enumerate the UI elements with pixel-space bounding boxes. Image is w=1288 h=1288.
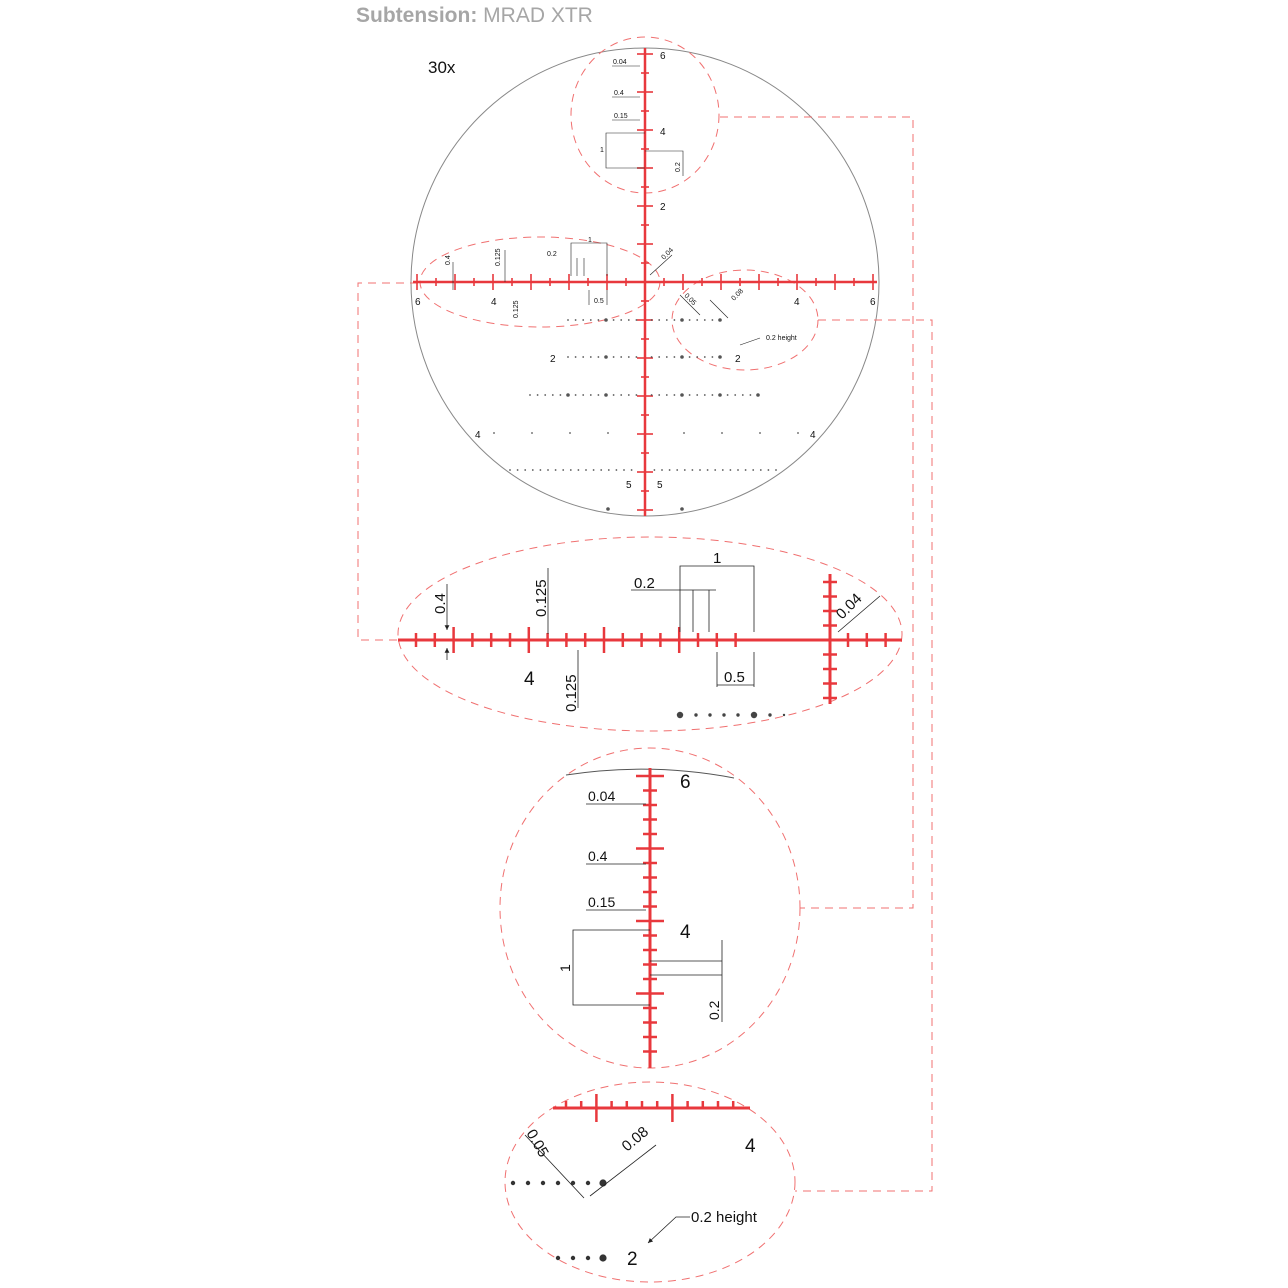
holdover-dot: [529, 394, 531, 396]
holdover-dot: [578, 469, 580, 471]
holdover-dot: [575, 394, 577, 396]
detail-v-dim-1: 1: [557, 964, 573, 972]
holdover-dot: [666, 356, 668, 358]
holdover-dot: [613, 319, 615, 321]
holdover-dot: [689, 356, 691, 358]
holdover-dot: [544, 394, 546, 396]
holdover-dot: [585, 469, 587, 471]
detail-dots-dot: [586, 1181, 590, 1185]
holdover-dot: [636, 356, 638, 358]
holdover-dot: [669, 469, 671, 471]
detail-v-dim-015: 0.15: [588, 894, 616, 910]
holdover-dot: [674, 319, 676, 321]
detail-v-num-6: 6: [680, 772, 691, 793]
detail-dots-num-2: 2: [627, 1249, 638, 1270]
holdover-dot: [689, 394, 691, 396]
connector-top: [720, 117, 913, 908]
holdover-dot: [680, 507, 684, 511]
detail-h-dot: [751, 712, 757, 718]
detail-h-dim-0125-b: 0.125: [563, 674, 580, 712]
main-v-4: 4: [660, 127, 666, 138]
detail-v-dim-04: 0.4: [588, 848, 608, 864]
holdover-dot: [598, 356, 600, 358]
detail-h-dim-0125-a: 0.125: [533, 579, 550, 617]
main-dim-008: 0.08: [730, 287, 746, 303]
holdover-dot: [696, 356, 698, 358]
main-dim-1-h: 1: [588, 237, 592, 244]
holdover-dot: [575, 319, 577, 321]
holdover-dot: [620, 319, 622, 321]
holdover-dot: [666, 394, 668, 396]
detail-dots-dot: [556, 1256, 560, 1260]
detail-dots-dot: [541, 1181, 545, 1185]
holdover-dot: [658, 394, 660, 396]
main-h-4-right: 4: [794, 297, 800, 308]
holdover-dot: [768, 469, 770, 471]
holdover-dot: [582, 394, 584, 396]
holdover-dot: [699, 469, 701, 471]
detail-h-dot: [677, 712, 683, 718]
holdover-dot: [524, 469, 526, 471]
holdover-dot: [718, 393, 722, 397]
holdover-dot: [604, 355, 608, 359]
holdover-dot: [722, 469, 724, 471]
detail-dots-dot: [526, 1181, 530, 1185]
connector-left: [358, 283, 418, 640]
holdover-dot: [674, 356, 676, 358]
holdover-dot: [683, 432, 685, 434]
holdover-dot: [582, 319, 584, 321]
main-reticle: [413, 48, 877, 516]
holdover-dot: [676, 469, 678, 471]
holdover-dot: [547, 469, 549, 471]
holdover-dot: [707, 469, 709, 471]
detail-h-dim-04: 0.4: [432, 593, 449, 614]
detail-dots-height: 0.2 height: [691, 1209, 757, 1226]
holdover-dot: [606, 507, 610, 511]
holdover-dot: [590, 319, 592, 321]
detail-dots-num-4: 4: [745, 1136, 756, 1157]
holdover-dot: [569, 432, 571, 434]
holdover-dot: [696, 394, 698, 396]
main-h-6-right: 6: [870, 297, 876, 308]
holdover-dot: [797, 432, 799, 434]
detail-dots-dot: [586, 1256, 590, 1260]
highlight-right: [672, 270, 818, 370]
main-v-2: 2: [660, 202, 666, 213]
holdover-dot: [600, 469, 602, 471]
holdover-dot: [714, 469, 716, 471]
holdover-dot: [734, 394, 736, 396]
main-dim-05-h: 0.5: [594, 298, 604, 305]
main-dim-0125-b: 0.125: [513, 300, 520, 318]
holdover-dot: [756, 393, 760, 397]
main-dim-height: 0.2 height: [766, 335, 797, 342]
holdover-dot: [593, 469, 595, 471]
detail-h-dim-1: 1: [713, 550, 722, 567]
holdover-dot: [575, 356, 577, 358]
main-5-right: 5: [657, 480, 663, 491]
holdover-dot: [628, 394, 630, 396]
holdover-dot: [607, 432, 609, 434]
detail-dots-dot: [556, 1181, 560, 1185]
detail-h-dot: [722, 713, 725, 716]
detail-dots-dot: [571, 1256, 575, 1260]
holdover-dot: [712, 319, 714, 321]
holdover-dot: [562, 469, 564, 471]
header-value: MRAD XTR: [483, 4, 593, 27]
holdover-dot: [696, 319, 698, 321]
holdover-dot: [590, 356, 592, 358]
holdover-dot: [604, 318, 608, 322]
main-5-left: 5: [626, 480, 632, 491]
main-h-6-left: 6: [415, 297, 421, 308]
holdover-dot: [775, 469, 777, 471]
holdover-dot: [631, 469, 633, 471]
main-dim-04-h: 0.4: [445, 255, 452, 265]
main-dim-0125-a: 0.125: [495, 248, 502, 266]
holdover-dot: [737, 469, 739, 471]
detail-dots-dot: [511, 1181, 515, 1185]
detail-h-dot: [783, 714, 785, 716]
main-dim-04-top: 0.4: [614, 90, 624, 97]
holdover-dot: [552, 394, 554, 396]
holdover-dot: [692, 469, 694, 471]
holdover-dot: [555, 469, 557, 471]
holdover-dot: [517, 469, 519, 471]
holdover-dot: [567, 319, 569, 321]
main-dot-2-right: 2: [735, 354, 741, 365]
holdover-dot: [752, 469, 754, 471]
holdover-dot: [651, 319, 653, 321]
holdover-dot: [718, 355, 722, 359]
holdover-dot: [582, 356, 584, 358]
holdover-dot: [674, 394, 676, 396]
holdover-dot: [760, 469, 762, 471]
holdover-dot: [750, 394, 752, 396]
holdover-dot: [742, 394, 744, 396]
detail-h-dim-05: 0.5: [724, 669, 745, 686]
holdover-dot: [718, 318, 722, 322]
detail-h-dot: [768, 713, 771, 716]
main-dim-015: 0.15: [614, 113, 628, 120]
detail-dots-dot: [599, 1254, 606, 1261]
holdover-dot: [704, 319, 706, 321]
holdover-dot: [509, 469, 511, 471]
main-h-4-left: 4: [491, 297, 497, 308]
holdover-dot: [537, 394, 539, 396]
holdover-dot: [598, 319, 600, 321]
detail-dots-dim-005: 0.05: [522, 1126, 552, 1161]
detail-h-dot: [694, 713, 697, 716]
holdover-dot: [661, 469, 663, 471]
holdover-dot: [730, 469, 732, 471]
detail-h-dot: [736, 713, 739, 716]
holdover-dot: [680, 318, 684, 322]
detail-dots-dim-008: 0.08: [618, 1123, 652, 1156]
holdover-dot: [658, 356, 660, 358]
holdover-dot: [636, 394, 638, 396]
holdover-dot: [759, 432, 761, 434]
main-dim-1-vert: 1: [600, 147, 604, 154]
detail-v-dim-02: 0.2: [706, 1000, 722, 1020]
holdover-dot: [613, 356, 615, 358]
holdover-dot: [560, 394, 562, 396]
main-dim-004-top: 0.04: [613, 59, 627, 66]
holdover-dot: [604, 393, 608, 397]
main-dot-2-left: 2: [550, 354, 556, 365]
holdover-dot: [704, 356, 706, 358]
holdover-dot: [651, 356, 653, 358]
holdover-dot: [745, 469, 747, 471]
detail-h-dot: [708, 713, 711, 716]
holdover-dot: [636, 319, 638, 321]
zoom-label: 30x: [428, 58, 456, 77]
connector-right: [795, 320, 932, 1191]
holdover-dot: [567, 356, 569, 358]
holdover-dot: [608, 469, 610, 471]
holdover-dot: [623, 469, 625, 471]
holdover-dot: [727, 394, 729, 396]
holdover-dot: [620, 394, 622, 396]
holdover-dot: [620, 356, 622, 358]
holdover-dot: [680, 355, 684, 359]
holdover-dot: [680, 393, 684, 397]
holdover-dot: [532, 469, 534, 471]
header-label: Subtension:: [356, 4, 478, 27]
holdover-dot: [666, 319, 668, 321]
holdover-dot: [712, 394, 714, 396]
holdover-dot: [540, 469, 542, 471]
holdover-dot: [628, 319, 630, 321]
main-dim-02-vert: 0.2: [675, 162, 682, 172]
holdover-dot: [689, 319, 691, 321]
main-dot-4-left: 4: [475, 430, 481, 441]
holdover-dot: [628, 356, 630, 358]
main-dim-02-h: 0.2: [547, 251, 557, 258]
holdover-dot: [566, 393, 570, 397]
holdover-dot: [684, 469, 686, 471]
holdover-dot: [493, 432, 495, 434]
holdover-dot: [721, 432, 723, 434]
main-v-6: 6: [660, 51, 666, 62]
holdover-dot: [616, 469, 618, 471]
main-dot-4-right: 4: [810, 430, 816, 441]
holdover-dot: [654, 469, 656, 471]
detail-h-num-4: 4: [524, 669, 535, 690]
detail-h-dim-004: 0.04: [832, 590, 866, 623]
holdover-dot: [590, 394, 592, 396]
detail-h-dim-02: 0.2: [634, 575, 655, 592]
holdover-dot: [658, 319, 660, 321]
holdover-dot: [531, 432, 533, 434]
detail-dots-outline: [505, 1082, 795, 1282]
main-dim-005: 0.05: [682, 292, 698, 308]
detail-v-dim-004: 0.04: [588, 788, 616, 804]
holdover-dot: [598, 394, 600, 396]
holdover-dot: [651, 394, 653, 396]
holdover-dot: [570, 469, 572, 471]
holdover-dot: [613, 394, 615, 396]
holdover-dot: [704, 394, 706, 396]
main-dim-004-diag: 0.04: [660, 246, 676, 262]
holdover-dot: [712, 356, 714, 358]
detail-v-num-4: 4: [680, 922, 691, 943]
